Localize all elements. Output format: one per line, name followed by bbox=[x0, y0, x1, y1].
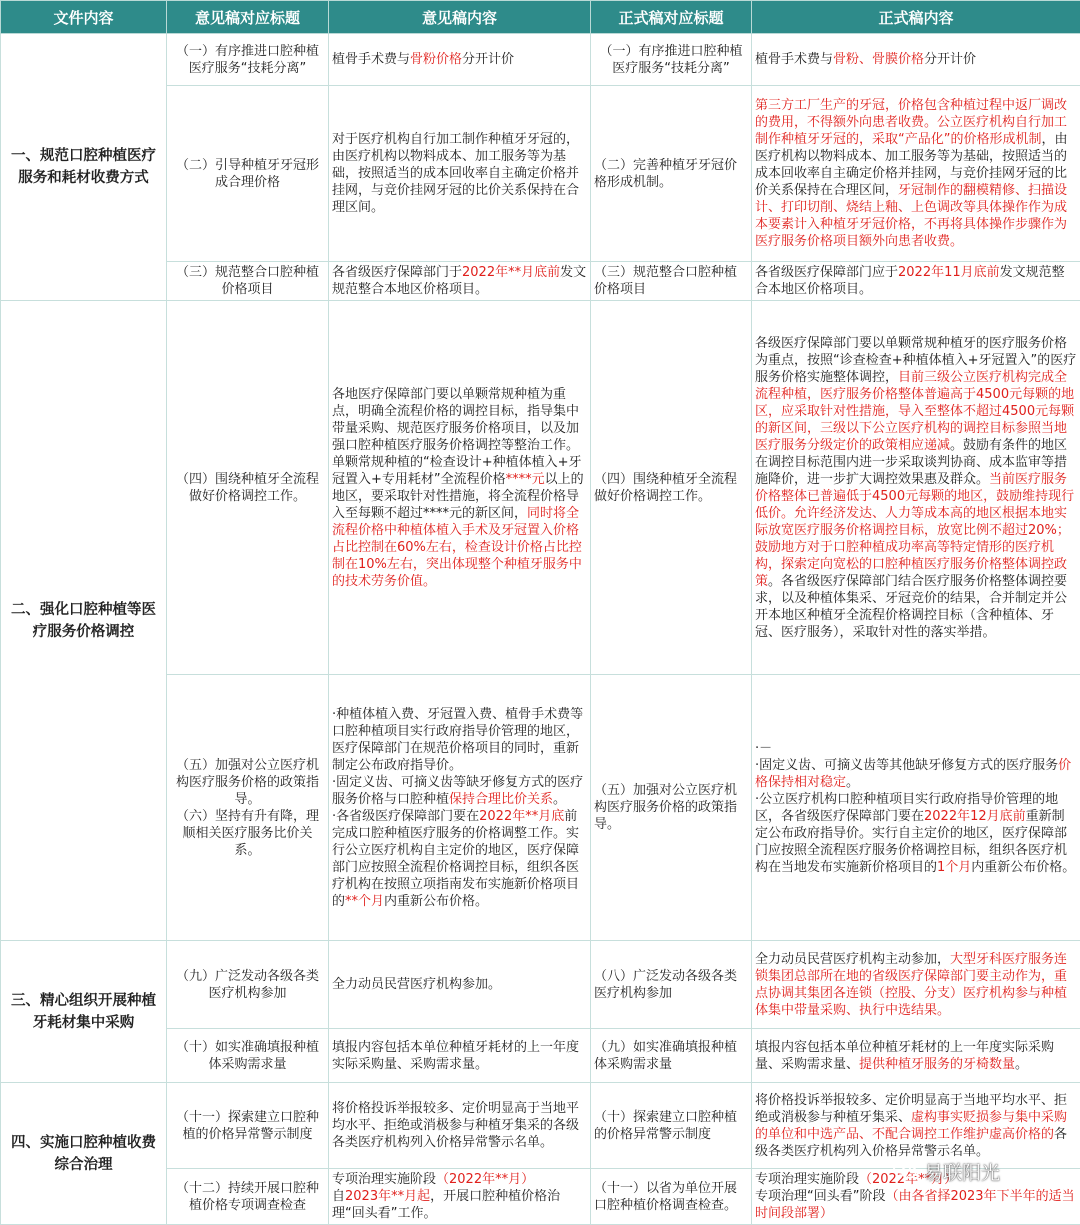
final-title: （四）围绕种植牙全流程做好价格调控工作。 bbox=[591, 301, 752, 675]
draft-content: 将价格投诉举报较多、定价明显高于当地平均水平、拒绝或消极参与种植牙集采的各级各类医疗机构列入价格异常警示名单。 bbox=[329, 1083, 591, 1169]
final-title: （一）有序推进口腔种植医疗服务“技耗分离” bbox=[591, 34, 752, 86]
final-content: 各级医疗保障部门要以单颗常规种植牙的医疗服务价格为重点，按照“诊查检查+种植体植入+牙冠置入”的医疗服务价格实施整体调控，目前三级公立医疗机构完成全流程种植，医疗服务价格整体普遍高于4500元每颗的地区，应采取针对性措施，导入至整体不超过4500元每颗的新区间，三级以下公立医疗机构的调控目标参照当地医疗服务分级定价的政策相应递减。鼓励有条件的地区在调控目标范围内进一步采取谈判协商、成本监审等措施降价，进一步扩大调控效果惠及群众。当前医疗服务价格整体已普遍低于4500元每颗的地区，鼓励维持现行低价。允许经济发达、人力等成本高的地区根据本地实际放宽医疗服务价格调控目标，放宽比例不超过20%；鼓励地方对于口腔种植成功率高等特定情形的医疗机构，探索定向宽松的口腔种植医疗服务价格整体调控政策。各省级医疗保障部门结合医疗服务价格整体调控要求，以及种植体集采、牙冠竞价的结果，合并制定并公开本地区种植牙全流程价格调控目标（含种植体、牙冠、医疗服务），采取针对性的落实举措。 bbox=[752, 301, 1080, 675]
final-title: （二）完善种植牙牙冠价格形成机制。 bbox=[591, 86, 752, 262]
draft-title: （十一）探索建立口腔种植的价格异常警示制度 bbox=[167, 1083, 329, 1169]
watermark-text: 易联阳光 bbox=[924, 1158, 1000, 1185]
table-row bbox=[1, 34, 1080, 86]
final-content: ·－ ·固定义齿、可摘义齿等其他缺牙修复方式的医疗服务价格保持相对稳定。 ·公立医疗机构口腔种植项目实行政府指导价管理的地区，各省级医疗保障部门要在2022年12月底前重新制定公布政府指导价。实行自主定价的地区，医疗保障部门应按照全流程医疗服务价格调控目标，组织各医疗机构在当地发布实施新价格项目的1个月内重新公布价格。 bbox=[752, 675, 1080, 941]
draft-content: ·种植体植入费、牙冠置入费、植骨手术费等口腔种植项目实行政府指导价管理的地区，医疗保障部门在规范价格项目的同时，重新制定公布政府指导价。 ·固定义齿、可摘义齿等缺牙修复方式的医疗服务价格与口腔种植保持合理比价关系。 ·各省级医疗保障部门要在2022年**月底前完成口腔种植医疗服务的价格调整工作。实行公立医疗机构自主定价的地区，医疗保障部门应按照全流程价格调控目标，组织各医疗机构在按照立项指南发布实施新价格项目的**个月内重新公布价格。 bbox=[329, 675, 591, 941]
final-title: （十一）以省为单位开展口腔种植价格调查检查。 bbox=[591, 1169, 752, 1225]
section-title: 二、强化口腔种植等医疗服务价格调控 bbox=[1, 301, 167, 941]
final-title: （十）探索建立口腔种植的价格异常警示制度 bbox=[591, 1083, 752, 1169]
draft-title: （十）如实准确填报种植体采购需求量 bbox=[167, 1029, 329, 1083]
final-content: 填报内容包括本单位种植牙耗材的上一年度实际采购量、采购需求量、提供种植牙服务的牙椅数量。 bbox=[752, 1029, 1080, 1083]
section-title: 三、精心组织开展种植牙耗材集中采购 bbox=[1, 941, 167, 1083]
final-content: 各省级医疗保障部门应于2022年11月底前发文规范整合本地区价格项目。 bbox=[752, 262, 1080, 301]
final-content: 将价格投诉举报较多、定价明显高于当地平均水平、拒绝或消极参与种植牙集采、虚构事实贬损参与集中采购的单位和中选产品、不配合调控工作维护虚高价格的各级各类医疗机构列入价格异常警示名单。 bbox=[752, 1083, 1080, 1169]
draft-title: （四）围绕种植牙全流程做好价格调控工作。 bbox=[167, 301, 329, 675]
draft-content: 全力动员民营医疗机构参加。 bbox=[329, 941, 591, 1029]
draft-title: （九）广泛发动各级各类医疗机构参加 bbox=[167, 941, 329, 1029]
table-row bbox=[1, 301, 1080, 675]
final-title: （三）规范整合口腔种植价格项目 bbox=[591, 262, 752, 301]
section-title: 一、规范口腔种植医疗服务和耗材收费方式 bbox=[1, 34, 167, 301]
table-row bbox=[1, 941, 1080, 1029]
header-cell: 文件内容 bbox=[1, 1, 167, 34]
draft-title: （十二）持续开展口腔种植价格专项调查检查 bbox=[167, 1169, 329, 1225]
watermark bbox=[892, 1156, 1000, 1187]
final-content: 全力动员民营医疗机构主动参加，大型牙科医疗服务连锁集团总部所在地的省级医疗保障部门要主动作为，重点协调其集团各连锁（控股、分支）医疗机构参与种植体集中带量采购、执行中选结果。 bbox=[752, 941, 1080, 1029]
header-row bbox=[1, 1, 1080, 34]
draft-title: （一）有序推进口腔种植医疗服务“技耗分离” bbox=[167, 34, 329, 86]
final-title: （八）广泛发动各级各类医疗机构参加 bbox=[591, 941, 752, 1029]
draft-content: 填报内容包括本单位种植牙耗材的上一年度实际采购量、采购需求量。 bbox=[329, 1029, 591, 1083]
draft-content: 对于医疗机构自行加工制作种植牙牙冠的，由医疗机构以物料成本、加工服务等为基础，按照适当的成本回收率自主确定价格并挂网，与竞价挂网牙冠的比价关系保持在合理区间。 bbox=[329, 86, 591, 262]
draft-content: 各地医疗保障部门要以单颗常规种植为重点，明确全流程价格的调控目标，指导集中带量采购、规范医疗服务价格项目，以及加强口腔种植医疗服务价格调控等整治工作。单颗常规种植的“检查设计+种植体植入+牙冠置入+专用耗材”全流程价格****元以上的地区，要采取针对性措施，将全流程价格导入至每颗不超过****元的新区间，同时将全流程价格中种植体植入手术及牙冠置入价格占比控制在60%左右，检查设计价格占比控制在10%左右，突出体现整个种植牙服务中的技术劳务价值。 bbox=[329, 301, 591, 675]
header-cell: 意见稿对应标题 bbox=[167, 1, 329, 34]
final-title: （五）加强对公立医疗机构医疗服务价格的政策指导。 bbox=[591, 675, 752, 941]
draft-title: （五）加强对公立医疗机构医疗服务价格的政策指导。 （六）坚持有升有降，理顺相关医疗服务比价关系。 bbox=[167, 675, 329, 941]
final-title: （九）如实准确填报种植体采购需求量 bbox=[591, 1029, 752, 1083]
draft-title: （三）规范整合口腔种植价格项目 bbox=[167, 262, 329, 301]
section-title: 四、实施口腔种植收费综合治理 bbox=[1, 1083, 167, 1225]
header-cell: 正式稿内容 bbox=[752, 1, 1080, 34]
wechat-icon bbox=[892, 1156, 918, 1187]
final-content: 植骨手术费与骨粉、骨膜价格分开计价 bbox=[752, 34, 1080, 86]
header-cell: 正式稿对应标题 bbox=[591, 1, 752, 34]
header-cell: 意见稿内容 bbox=[329, 1, 591, 34]
final-content: 专项治理实施阶段（2022年**月） 专项治理“回头看”阶段（由各省择2023年下半年的适当时间段部署） bbox=[752, 1169, 1080, 1225]
draft-title: （二）引导种植牙牙冠形成合理价格 bbox=[167, 86, 329, 262]
draft-content: 各省级医疗保障部门于2022年**月底前发文规范整合本地区价格项目。 bbox=[329, 262, 591, 301]
draft-content: 专项治理实施阶段（2022年**月） 自2023年**月起，开展口腔种植价格治理“回头看”工作。 bbox=[329, 1169, 591, 1225]
final-content: 第三方工厂生产的牙冠，价格包含种植过程中返厂调改的费用，不得额外向患者收费。公立医疗机构自行加工制作种植牙牙冠的，采取“产品化”的价格形成机制，由医疗机构以物料成本、加工服务等为基础，按照适当的成本回收率自主确定价格并挂网，与竞价挂网牙冠的比价关系保持在合理区间，牙冠制作的翻模精修、扫描设计、打印切削、烧结上釉、上色调改等具体操作作为成本要素计入种植牙牙冠价格，不再将具体操作步骤作为医疗服务价格项目额外向患者收费。 bbox=[752, 86, 1080, 262]
draft-content: 植骨手术费与骨粉价格分开计价 bbox=[329, 34, 591, 86]
